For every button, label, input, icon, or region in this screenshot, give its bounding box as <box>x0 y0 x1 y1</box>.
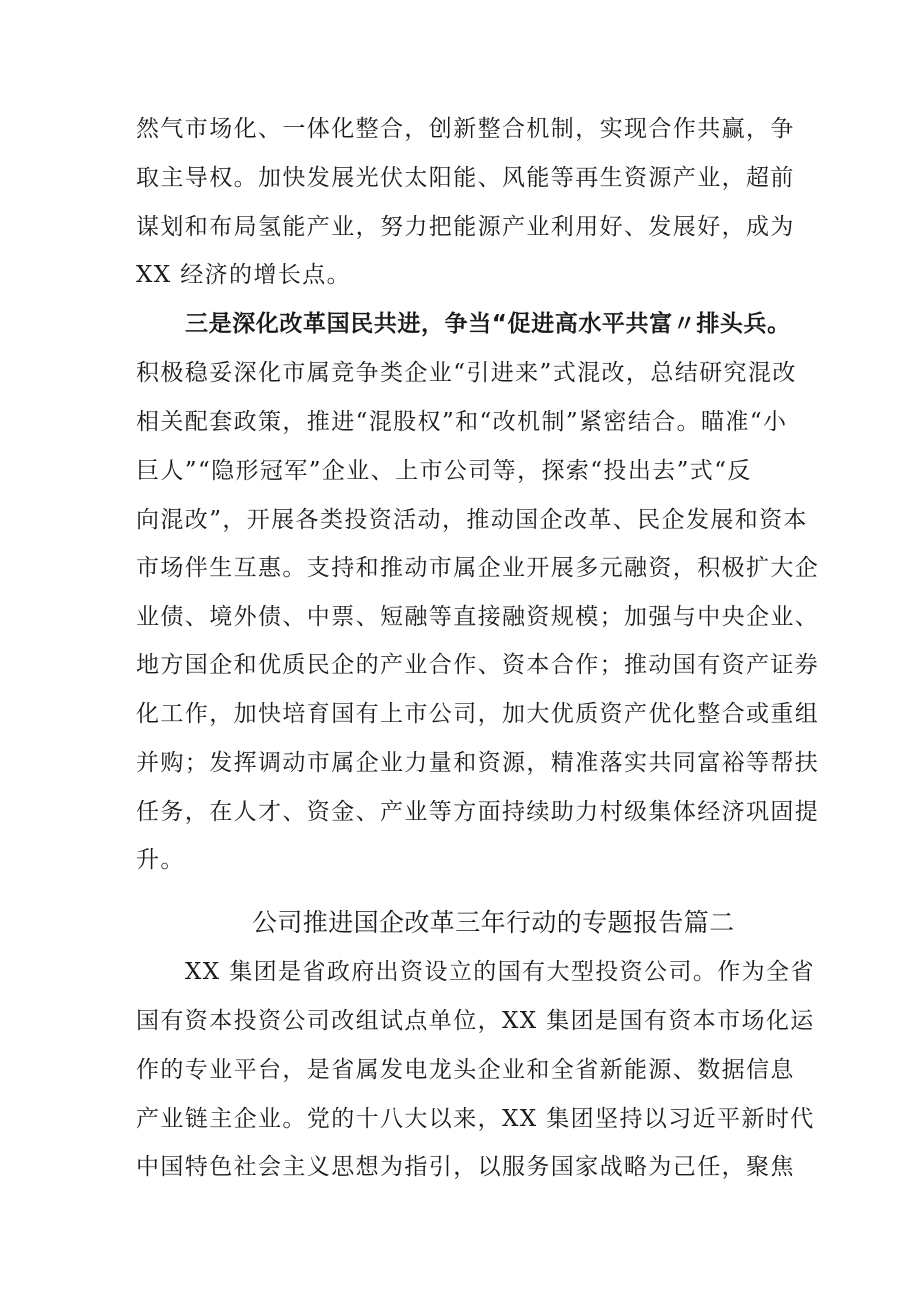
text-line: 谋划和布局氢能产业，努力把能源产业利用好、发展好，成为 <box>136 214 795 240</box>
text-line: 产业链主企业。党的十八大以来，XX 集团坚持以习近平新时代 <box>136 1106 815 1132</box>
section-lead-heading: 三是深化改革国民共进，争当“促进高水平共富〃排头兵。 <box>185 311 791 337</box>
text-line: 市场伴生互惠。支持和推动市属企业开展多元融资，积极扩大企 <box>136 555 820 581</box>
text-line: 化工作，加快培育国有上市公司，加大优质资产优化整合或重组 <box>136 701 820 727</box>
text-line: 相关配套政策，推进“混股权”和“改机制”紧密结合。瞄准“小 <box>136 409 788 435</box>
text-line: XX 经济的增长点。 <box>136 262 352 288</box>
text-line: 任务，在人才、资金、产业等方面持续助力村级集体经济巩固提 <box>136 799 820 825</box>
text-line: 升。 <box>136 847 185 873</box>
article-title: 公司推进国企改革三年行动的专题报告篇二 <box>252 908 735 937</box>
text-line: 国有资本投资公司改组试点单位，XX 集团是国有资本市场化运 <box>136 1008 815 1034</box>
text-line: 业债、境外债、中票、短融等直接融资规模；加强与中央企业、 <box>136 604 820 630</box>
text-line: XX 集团是省政府出资设立的国有大型投资公司。作为全省 <box>185 959 815 985</box>
text-line: 巨人”“隐形冠军”企业、上市公司等，探索“投出去”式“反 <box>136 458 752 484</box>
text-line: 向混改”，开展各类投资活动，推动国企改革、民企发展和资本 <box>136 507 808 533</box>
text-line: 并购；发挥调动市属企业力量和资源，精准落实共同富裕等帮扶 <box>136 750 820 776</box>
text-line: 地方国企和优质民企的产业合作、资本合作；推动国有资产证券 <box>136 652 820 678</box>
text-line: 然气市场化、一体化整合，创新整合机制，实现合作共赢，争 <box>136 116 795 142</box>
text-line: 中国特色社会主义思想为指引，以服务国家战略为己任，聚焦 <box>136 1154 795 1180</box>
text-line: 积极稳妥深化市属竞争类企业“引进来”式混改，总结研究混改 <box>136 360 797 386</box>
text-line: 取主导权。加快发展光伏太阳能、风能等再生资源产业，超前 <box>136 165 795 191</box>
text-line: 作的专业平台，是省属发电龙头企业和全省新能源、数据信息 <box>136 1057 795 1083</box>
